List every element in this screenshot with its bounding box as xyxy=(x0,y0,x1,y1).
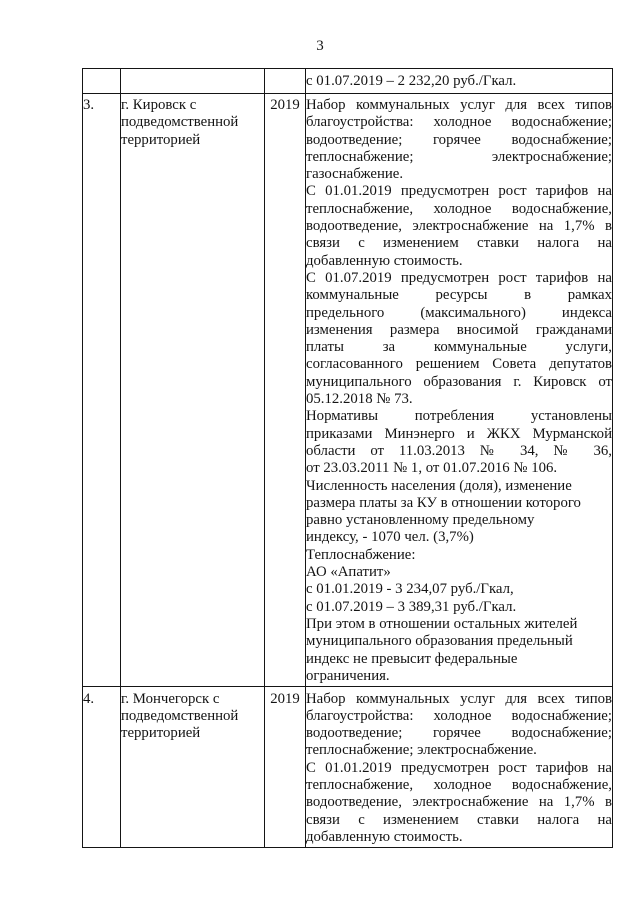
tariff-table xyxy=(82,68,613,848)
text-line: коммунальные ресурсы в рамках xyxy=(306,287,612,304)
territory-cell xyxy=(121,687,265,848)
year-cell xyxy=(265,93,306,687)
text-line: теплоснабжение, холодное водоснабжение, xyxy=(306,777,612,794)
details-paragraph xyxy=(306,270,612,408)
table-row xyxy=(83,93,613,687)
year-cell xyxy=(265,69,306,94)
text-line: добавленную стоимость. xyxy=(306,828,463,845)
text-line: теплоснабжение; электроснабжение; xyxy=(306,148,612,165)
text-line: благоустройства: холодное водоснабжение; xyxy=(306,114,612,131)
row-number: 4. xyxy=(83,690,95,707)
text-line: Теплоснабжение: xyxy=(306,546,416,563)
text-line: области от 11.03.2013 № 34, № 36, xyxy=(306,442,612,459)
text-line: связи с изменением ставки налога на xyxy=(306,235,612,252)
text-line: Набор коммунальных услуг для всех типов xyxy=(306,97,612,113)
details-paragraph xyxy=(306,183,612,269)
text-line: Набор коммунальных услуг для всех типов xyxy=(306,690,612,707)
text-line: подведомственной xyxy=(121,114,239,131)
table-row xyxy=(83,69,613,94)
text-line: территорией xyxy=(121,131,201,148)
text-line: муниципального образования предельный xyxy=(306,633,573,650)
details-cell xyxy=(306,93,613,687)
text-line: подведомственной xyxy=(121,707,239,724)
text-line: индексу, - 1070 чел. (3,7%) xyxy=(306,529,474,546)
page-number: 3 xyxy=(316,38,324,54)
text-line: связи с изменением ставки налога на xyxy=(306,811,612,828)
table-row xyxy=(83,687,613,848)
text-line: ограничения. xyxy=(306,667,390,684)
details-paragraph xyxy=(306,691,612,760)
details-paragraph xyxy=(306,73,612,90)
text-line: муниципального образования г. Кировск от xyxy=(306,373,612,390)
territory-cell xyxy=(121,93,265,687)
text-line: г. Мончегорск с xyxy=(121,690,220,707)
year-cell xyxy=(265,687,306,848)
territory-name xyxy=(121,97,264,149)
details-paragraph xyxy=(306,478,612,547)
row-number-cell xyxy=(83,69,121,94)
year: 2019 xyxy=(270,97,300,113)
year: 2019 xyxy=(270,690,300,707)
text-line: благоустройства: холодное водоснабжение; xyxy=(306,707,612,724)
text-line: приказами Минэнерго и ЖКХ Мурманской xyxy=(306,425,612,442)
text-line: С 01.07.2019 предусмотрен рост тарифов на xyxy=(306,269,612,286)
text-line: водоотведение; горячее водоснабжение; xyxy=(306,131,612,148)
details-paragraph xyxy=(306,408,612,477)
text-line: г. Кировск с xyxy=(121,97,197,113)
text-line: от 23.03.2011 № 1, от 01.07.2016 № 106. xyxy=(306,460,558,477)
row-number-cell xyxy=(83,687,121,848)
text-line: С 01.01.2019 предусмотрен рост тарифов на xyxy=(306,183,612,200)
details-paragraph xyxy=(306,547,612,616)
text-line: добавленную стоимость. xyxy=(306,252,463,269)
text-line: водоотведение; горячее водоснабжение; xyxy=(306,725,612,742)
details-paragraph xyxy=(306,616,612,685)
details-paragraph xyxy=(306,97,612,183)
text-line: 05.12.2018 № 73. xyxy=(306,391,413,408)
text-line: При этом в отношении остальных жителей xyxy=(306,615,578,632)
text-line: с 01.07.2019 – 2 232,20 руб./Гкал. xyxy=(306,72,517,89)
text-line: платы за коммунальные услуги, xyxy=(306,339,612,356)
text-line: АО «Апатит» xyxy=(306,564,391,581)
text-line: Численность населения (доля), изменение xyxy=(306,477,572,494)
details-cell xyxy=(306,687,613,848)
row-number-cell xyxy=(83,93,121,687)
text-line: С 01.01.2019 предусмотрен рост тарифов на xyxy=(306,759,612,776)
text-line: с 01.01.2019 - 3 234,07 руб./Гкал, xyxy=(306,581,514,598)
details-paragraph xyxy=(306,760,612,846)
territory-name xyxy=(121,691,264,743)
text-line: согласованного решением Совета депутатов xyxy=(306,356,612,373)
text-line: равно установленному предельному xyxy=(306,512,535,529)
text-line: территорией xyxy=(121,725,201,742)
text-line: Нормативы потребления установлены xyxy=(306,408,612,425)
text-line: предельного (максимального) индекса xyxy=(306,304,612,321)
text-line: размера платы за КУ в отношении которого xyxy=(306,494,581,511)
text-line: индекс не превысит федеральные xyxy=(306,650,518,667)
text-line: газоснабжение. xyxy=(306,166,404,183)
text-line: водоотведение, электроснабжение на 1,7% в xyxy=(306,218,612,235)
text-line: с 01.07.2019 – 3 389,31 руб./Гкал. xyxy=(306,598,517,615)
text-line: теплоснабжение; электроснабжение. xyxy=(306,742,537,759)
details-cell xyxy=(306,69,613,94)
text-line: водоотведение, электроснабжение на 1,7% в xyxy=(306,794,612,811)
territory-cell xyxy=(121,69,265,94)
text-line: изменения размера вносимой гражданами xyxy=(306,321,612,338)
text-line: теплоснабжение, холодное водоснабжение, xyxy=(306,200,612,217)
row-number: 3. xyxy=(83,97,95,113)
